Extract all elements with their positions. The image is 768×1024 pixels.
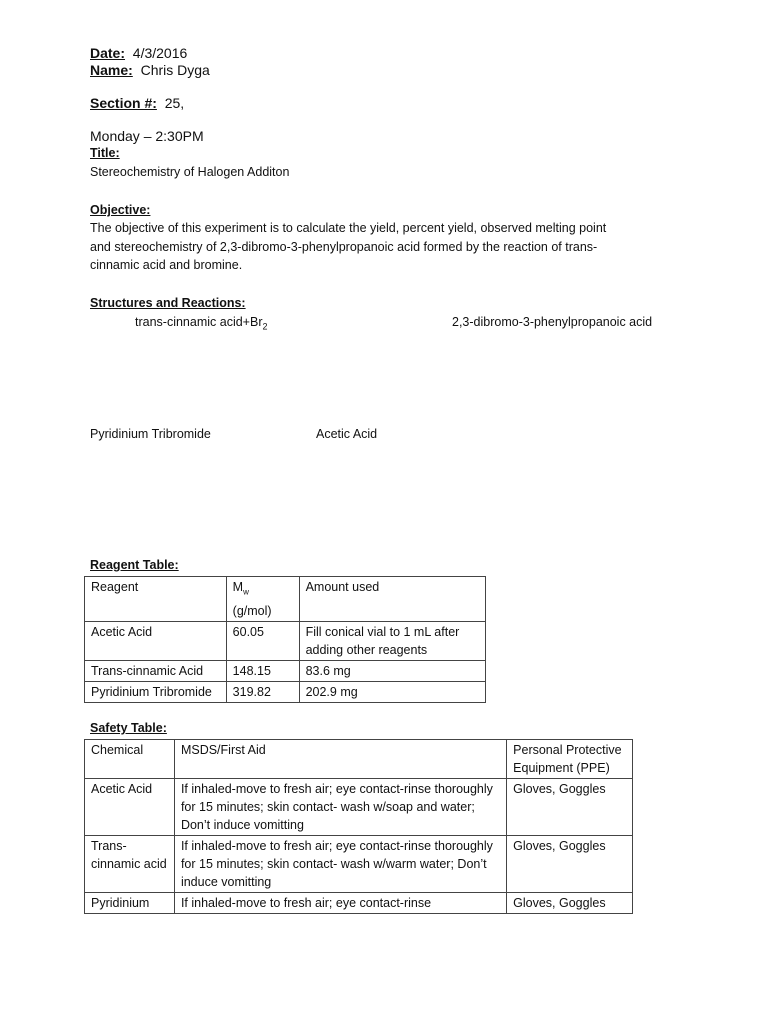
table-header-row (85, 740, 633, 779)
reagent-pyridinium-text: Pyridinium Tribromide (90, 427, 211, 441)
objective-label: Objective: (90, 203, 151, 217)
table-row (85, 836, 633, 893)
date-line (90, 45, 187, 61)
reactant-subscript: 2 (262, 321, 268, 332)
cell-reagent: Pyridinium Tribromide (85, 681, 227, 702)
product-text: 2,3-dibromo-3-phenylpropanoic acid (452, 315, 653, 329)
safety-table-label: Safety Table: (90, 721, 167, 735)
cell-ppe: Gloves, Goggles (507, 893, 633, 914)
reagent-table-label: Reagent Table: (90, 558, 179, 572)
safety-table (84, 739, 633, 914)
table-row (85, 893, 633, 914)
cell-msds: If inhaled-move to fresh air; eye contact-rinse thoroughly for 15 minutes; skin contact- wash w/warm water; Don’t induce vomitting (174, 836, 506, 893)
reactant-prefix: trans-cinnamic acid+Br (135, 315, 263, 329)
cell-msds: If inhaled-move to fresh air; eye contact-rinse (174, 893, 506, 914)
objective-line-3: cinnamic acid and bromine. (90, 258, 243, 272)
table-row (85, 621, 486, 660)
table-row (85, 779, 633, 836)
title-label: Title: (90, 146, 120, 160)
section-label: Section #: (90, 95, 157, 111)
section-line (90, 95, 184, 111)
cell-ppe: Gloves, Goggles (507, 836, 633, 893)
reagent-table (84, 576, 486, 703)
cell-amount: 83.6 mg (299, 660, 485, 681)
header-mw-unit: (g/mol) (232, 603, 272, 618)
name-value: Chris Dyga (140, 62, 210, 78)
table-row (85, 681, 486, 702)
header-msds: MSDS/First Aid (174, 740, 506, 779)
header-reagent: Reagent (85, 577, 227, 622)
header-chemical: Chemical (85, 740, 175, 779)
cell-amount: 202.9 mg (299, 681, 485, 702)
cell-msds: If inhaled-move to fresh air; eye contact-rinse thoroughly for 15 minutes; skin contact- wash w/soap and water; Don’t induce vomitting (174, 779, 506, 836)
header-ppe: Personal Protective Equipment (PPE) (507, 740, 633, 779)
table-row (85, 660, 486, 681)
cell-amount: Fill conical vial to 1 mL after adding other reagents (299, 621, 485, 660)
objective-line-1: The objective of this experiment is to calculate the yield, percent yield, observed melting point (90, 221, 607, 235)
cell-mw: 319.82 (226, 681, 299, 702)
cell-chemical: Acetic Acid (85, 779, 175, 836)
section-value: 25, (164, 95, 185, 111)
cell-chemical: Pyridinium (85, 893, 175, 914)
header-mw-prefix: M (232, 580, 244, 594)
date-label: Date: (90, 45, 126, 61)
cell-ppe: Gloves, Goggles (507, 779, 633, 836)
header-mw-subscript: w (243, 587, 249, 597)
name-line (90, 62, 210, 78)
name-label: Name: (90, 62, 133, 78)
reactant-text (135, 315, 268, 332)
cell-mw: 60.05 (226, 621, 299, 660)
reagent-acetic-text: Acetic Acid (316, 427, 378, 441)
cell-reagent: Acetic Acid (85, 621, 227, 660)
structures-label: Structures and Reactions: (90, 296, 246, 310)
date-value: 4/3/2016 (132, 45, 188, 61)
header-mw (226, 577, 299, 622)
objective-line-2: and stereochemistry of 2,3-dibromo-3-phenylpropanoic acid formed by the reaction of trans- (90, 240, 598, 254)
session-text: Monday – 2:30PM (90, 128, 204, 144)
cell-reagent: Trans-cinnamic Acid (85, 660, 227, 681)
table-header-row (85, 577, 486, 622)
header-amount: Amount used (299, 577, 485, 622)
cell-mw: 148.15 (226, 660, 299, 681)
cell-chemical: Trans-cinnamic acid (85, 836, 175, 893)
title-text: Stereochemistry of Halogen Additon (90, 165, 290, 179)
